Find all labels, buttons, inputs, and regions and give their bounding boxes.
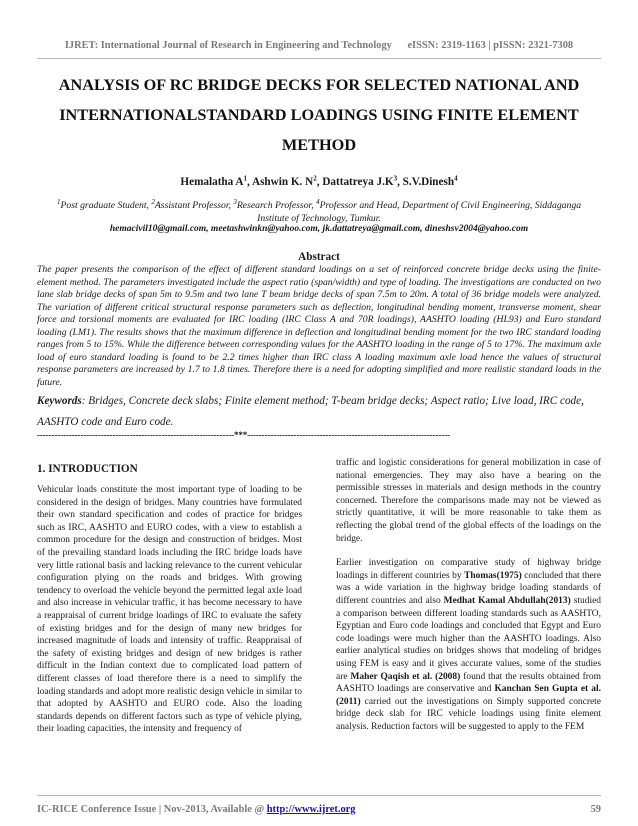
- section-separator: --------------------------------------------------------------------***----------------------------------------------------------------------: [37, 430, 450, 440]
- section-heading: 1. INTRODUCTION: [37, 463, 138, 475]
- journal-link[interactable]: http://www.ijret.org: [266, 804, 356, 815]
- page-footer: [37, 804, 601, 815]
- keywords-label: Keywords: [37, 395, 82, 407]
- paper-title: ANALYSIS OF RC BRIDGE DECKS FOR SELECTED NATIONAL AND INTERNATIONALSTANDARD LOADINGS USING FINITE ELEMENT METHOD: [58, 75, 580, 154]
- paragraph: Vehicular loads constitute the most important type of loading to be considered in the design of bridges. Many countries have formulated their own standard specification and codes of practice for bridges such as IRC, AASHTO and EURO codes, with a view to establish a common procedure for the design and construction of bridges. Most of the prevailing standard loads including the IRC bridge loads have very little rational basis and lacking relevance to the current vehicular configuration plying on the roads and bridges. With growing tendency to overload the vehicle beyond the permitted legal axle load and also increase in vehicular traffic, it has become necessary to have a reappraisal of current bridge loadings of IRC to evaluate the safety of existing bridges and for the design of many new bridges for increased magnitude of loads and intensity of traffic. Reappraisal of the safety of existing bridges and design of new bridges is rather difficult in the Indian context due to complicated load pattern of different classes of load therefore there is a need to simplify the loading standards and adopt more realistic design vehicle in similar to that adopted by AASHTO and EURO code. Also the loading standards depends on different factors such as type of vehicle plying, their loading capacities, the intensity and frequency of: [37, 485, 302, 735]
- author: S.V.Dinesh$^4$: [402, 174, 458, 188]
- affiliations: $^1$Post graduate Student, $^2$Assistant Professor, $^3$Research Professor, $^4$Professor and Head, Department of Civil Engineering, Siddaganga Institute of Technology, Tumkur.: [56, 198, 582, 224]
- keywords-text: : Bridges, Concrete deck slabs; Finite element method; T-beam bridge decks; Aspect ratio; Live load, IRC code, AASHTO code and Euro code.: [37, 395, 584, 428]
- journal-name: IJRET: International Journal of Research in Engineering and Technology: [64, 40, 392, 51]
- keywords: [37, 391, 601, 433]
- running-header: [0, 40, 638, 51]
- left-column: [37, 457, 302, 736]
- paragraph: traffic and logistic considerations for general mobilization in case of national emergencies. They may also have a bearing on the permissible stresses in materials and design methods in the country concerned. Therefore the comparisons made may not be viewed as strictly quantitative, it will be more reasonable to take them as reflecting the global trend of the global effects of the loadings on the bridge.: [336, 458, 601, 544]
- page-number: 59: [590, 804, 601, 815]
- footer-rule: [37, 795, 601, 796]
- issn: eISSN: 2319-1163 | pISSN: 2321-7308: [407, 40, 574, 51]
- author: Dattatreya $J.K^3$,: [322, 174, 403, 188]
- paragraph: Earlier investigation on comparative study of highway bridge loadings in different countries by Thomas(1975) concluded that there was a wide variation in the highway bridge loading standards of different countries and also Medhat Kamal Abdullah(2013) studied a comparison between different loading standards such as AASHTO, Egyptian and Euro code loadings and concluded that Egypt and Euro code loadings were much higher than the AASHTO loadings. Also earlier analytical studies on bridges shows that modeling of bridges using FEM is easy and it gives accurate values, some of the studies are Maher Qaqish et al. (2008) found that the results obtained from AASHTO loadings are conservative and Kanchan Sen Gupta et al.(2011) carried out the investigations on Simply supported concrete bridge deck slab for IRC vehicle loadings using finite element analysis. Reduction factors will be suggested to apply to the FEM: [336, 558, 602, 732]
- conference-issue: IC-RICE Conference Issue | Nov-2013, Available @: [37, 804, 267, 815]
- abstract-heading: Abstract: [298, 251, 340, 263]
- right-column: [336, 457, 601, 733]
- author-list: [0, 174, 638, 188]
- header-rule: [37, 58, 601, 59]
- author-emails: hemacivil10@gmail.com, meetashwinkn@yahoo.com, jk.dattatreya@gmail.com, dineshsv2004@yahoo.com: [109, 224, 529, 234]
- abstract-text: The paper presents the comparison of the effect of different standard loadings on a set of reinforced concrete bridge decks using the finite-element method. The parameters investigated include the aspect ratio (span/width) and type of loading. The investigations are conducted on two lane slab bridge decks of span 5m to 9.5m and two lane T beam bridge decks of span 7.5m to 20m. A total of 36 bridge models were analyzed. The variation of different critical structural response parameters such as deflection, longitudinal bending moment, transverse moment, shear force and torsional moments are evaluated for IRC loading (IRC Class A and 70R loadings), AASHTO loading (HL93) and Euro standard loading (LM1). The results shows that the maximum difference in deflection and longitudinal bending moment for the two IRC standard loading ranges from 5 to 15%. While the difference between corresponding values for the AASHTO loading in the range of 5 to 17%. The maximum axle load of euro standard loading is found to be 2.2 times higher than IRC class A loading maximum axle load hence the values of structural response parameters are increased by 1.7 to 1.8 times. Therefore there is a need for adopting simplified and more realistic standard loads in the future.: [37, 264, 601, 388]
- author: Hemalatha $A^1$,: [180, 174, 252, 188]
- author: Ashwin K. $N^2$,: [251, 174, 323, 188]
